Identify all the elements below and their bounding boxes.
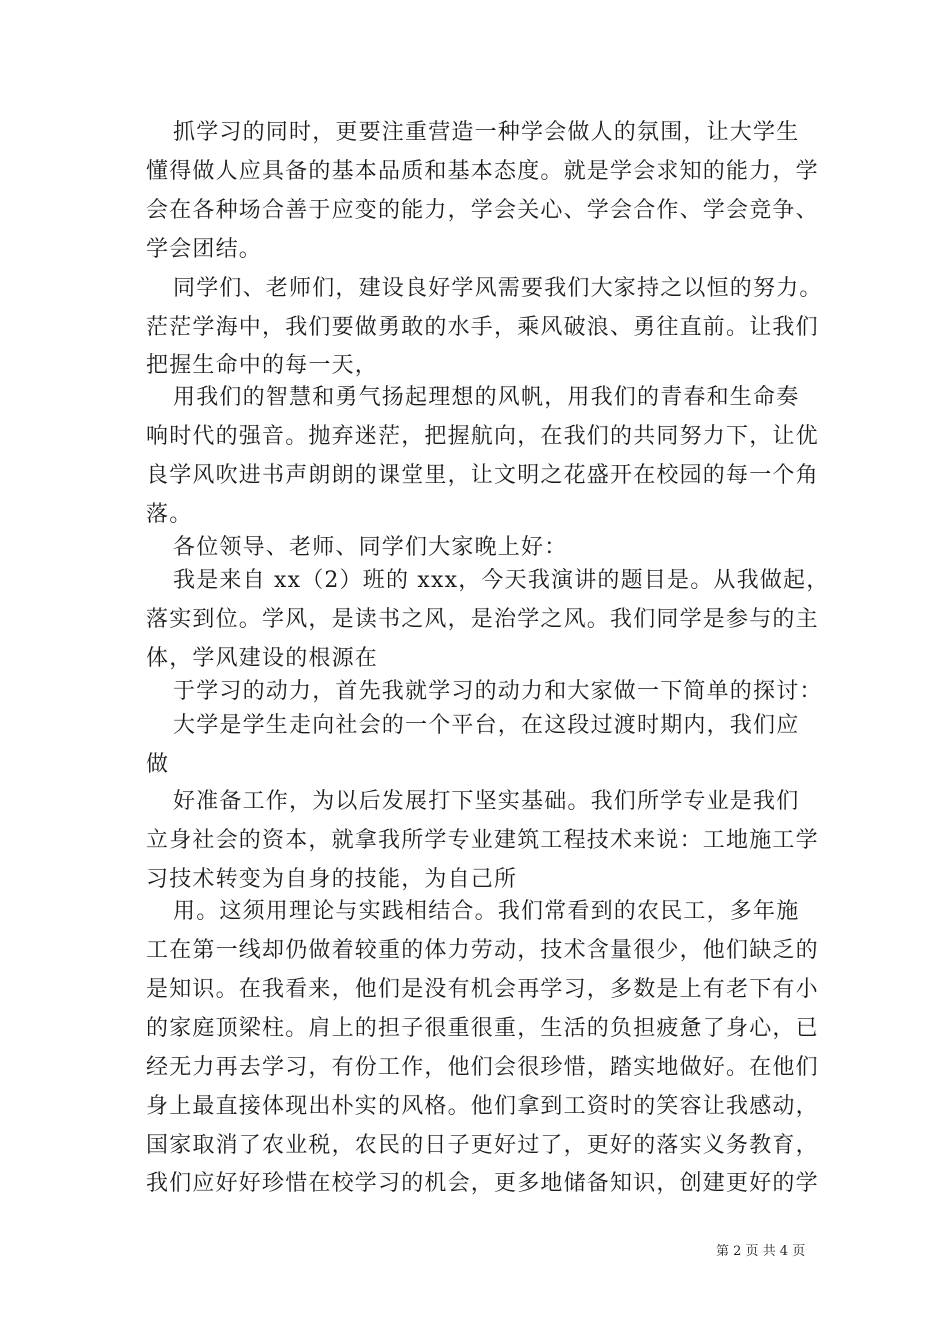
page-number: 第 2 页 共 4 页 bbox=[716, 1244, 806, 1259]
paragraph-line: 立身社会的资本，就拿我所学专业建筑工程技术来说：工地施工学 bbox=[146, 828, 819, 853]
paragraph-line: 大学是学生走向社会的一个平台，在这段过渡时期内，我们应 bbox=[173, 713, 800, 738]
paragraph-line: 学会团结。 bbox=[146, 237, 263, 262]
paragraph-line: 用。这须用理论与实践相结合。我们常看到的农民工，多年施 bbox=[173, 899, 800, 924]
paragraph-line: 懂得做人应具备的基本品质和基本态度。就是学会求知的能力，学 bbox=[146, 159, 819, 184]
paragraph-line: 工在第一线却仍做着较重的体力劳动，技术含量很少，他们缺乏的 bbox=[146, 938, 819, 963]
paragraph-line: 良学风吹进书声朗朗的课堂里，让文明之花盛开在校园的每一个角 bbox=[146, 463, 819, 488]
paragraph-line: 茫茫学海中，我们要做勇敢的水手，乘风破浪、勇往直前。让我们 bbox=[146, 315, 819, 340]
paragraph-line: 经无力再去学习，有份工作，他们会很珍惜，踏实地做好。在他们 bbox=[146, 1055, 819, 1080]
paragraph-line: 于学习的动力，首先我就学习的动力和大家做一下简单的探讨： bbox=[173, 679, 823, 704]
paragraph-line: 同学们、老师们，建设良好学风需要我们大家持之以恒的努力。 bbox=[173, 276, 823, 301]
paragraph-line: 我们应好好珍惜在校学习的机会，更多地储备知识，创建更好的学 bbox=[146, 1171, 819, 1196]
paragraph-line: 响时代的强音。抛弃迷茫，把握航向，在我们的共同努力下，让优 bbox=[146, 424, 819, 449]
paragraph-line: 习技术转变为自身的技能，为自己所 bbox=[146, 867, 518, 892]
paragraph-line: 把握生命中的每一天， bbox=[146, 353, 379, 378]
paragraph-line: 做 bbox=[146, 752, 170, 777]
paragraph-line: 会在各种场合善于应变的能力，学会关心、学会合作、学会竞争、 bbox=[146, 198, 819, 223]
paragraph-line: 各位领导、老师、同学们大家晚上好： bbox=[173, 535, 568, 560]
paragraph-line: 国家取消了农业税，农民的日子更好过了，更好的落实义务教育， bbox=[146, 1133, 819, 1158]
paragraph-line: 落实到位。学风，是读书之风，是治学之风。我们同学是参与的主 bbox=[146, 607, 819, 632]
paragraph-line: 体，学风建设的根源在 bbox=[146, 646, 379, 671]
paragraph-line: 落。 bbox=[146, 502, 193, 527]
paragraph-line: 身上最直接体现出朴实的风格。他们拿到工资时的笑容让我感动， bbox=[146, 1094, 819, 1119]
paragraph-line: 我是来自 xx（2）班的 xxx，今天我演讲的题目是。从我做起， bbox=[173, 568, 830, 593]
paragraph-line: 抓学习的同时，更要注重营造一种学会做人的氛围，让大学生 bbox=[173, 120, 800, 145]
paragraph-line: 的家庭顶梁柱。肩上的担子很重很重，生活的负担疲惫了身心，已 bbox=[146, 1016, 819, 1041]
paragraph-line: 用我们的智慧和勇气扬起理想的风帆，用我们的青春和生命奏 bbox=[173, 385, 800, 410]
paragraph-line: 好准备工作，为以后发展打下坚实基础。我们所学专业是我们 bbox=[173, 789, 800, 814]
paragraph-line: 是知识。在我看来，他们是没有机会再学习，多数是上有老下有小 bbox=[146, 977, 819, 1002]
